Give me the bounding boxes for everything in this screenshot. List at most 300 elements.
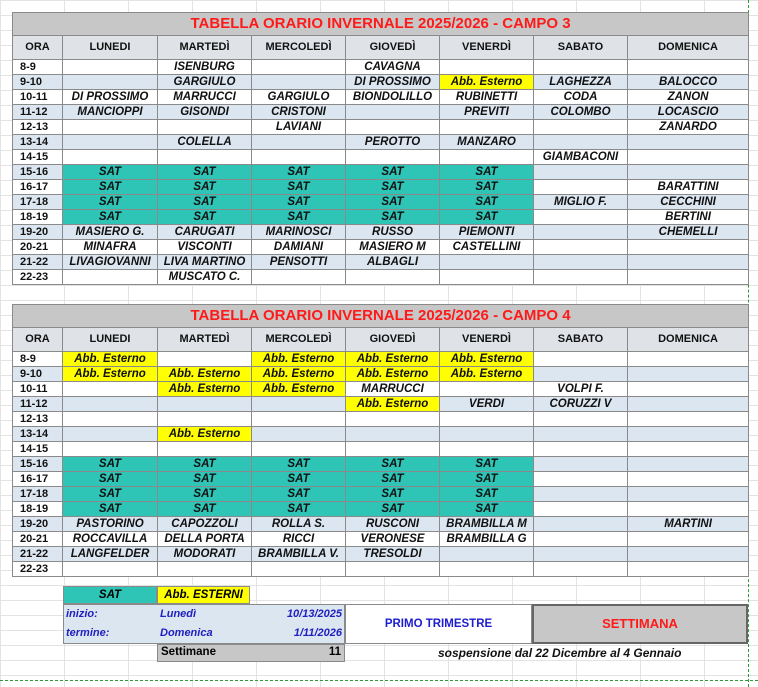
campo3-hour-cell[interactable]: 19-20: [13, 225, 63, 240]
campo4-slot-cell[interactable]: [534, 487, 628, 502]
campo3-hour-cell[interactable]: 15-16: [13, 165, 63, 180]
campo3-slot-cell[interactable]: [346, 120, 440, 135]
campo4-slot-cell[interactable]: SAT: [252, 472, 346, 487]
campo4-slot-cell[interactable]: [63, 427, 158, 442]
campo4-slot-cell[interactable]: PASTORINO: [63, 517, 158, 532]
dates-box: [63, 604, 345, 644]
campo3-slot-cell[interactable]: [63, 150, 158, 165]
campo4-slot-cell[interactable]: [534, 457, 628, 472]
campo4-slot-cell[interactable]: [346, 412, 440, 427]
campo3-slot-cell[interactable]: DAMIANI: [252, 240, 346, 255]
campo4-row: [13, 382, 749, 397]
campo4-slot-cell[interactable]: SAT: [252, 487, 346, 502]
campo3-slot-cell[interactable]: SAT: [252, 165, 346, 180]
settimana-cell[interactable]: SETTIMANA: [532, 604, 748, 644]
campo4-slot-cell[interactable]: [628, 382, 749, 397]
campo3-header-day[interactable]: GIOVEDÌ: [346, 36, 440, 60]
campo4-row: [13, 562, 749, 577]
campo3-slot-cell[interactable]: MASIERO M: [346, 240, 440, 255]
campo4-slot-cell[interactable]: [440, 547, 534, 562]
campo3-header-day[interactable]: LUNEDI: [63, 36, 158, 60]
campo4-slot-cell[interactable]: [628, 562, 749, 577]
campo4-slot-cell[interactable]: [63, 412, 158, 427]
campo4-slot-cell[interactable]: MARRUCCI: [346, 382, 440, 397]
campo3-slot-cell[interactable]: LIVAGIOVANNI: [63, 255, 158, 270]
campo4-slot-cell[interactable]: SAT: [158, 457, 252, 472]
campo3-slot-cell[interactable]: Abb. Esterno: [440, 75, 534, 90]
campo3-slot-cell[interactable]: SAT: [440, 195, 534, 210]
campo4-slot-cell[interactable]: [63, 397, 158, 412]
campo4-slot-cell[interactable]: RICCI: [252, 532, 346, 547]
campo4-slot-cell[interactable]: [534, 472, 628, 487]
campo4-slot-cell[interactable]: [440, 412, 534, 427]
campo3-slot-cell[interactable]: [534, 210, 628, 225]
campo3-slot-cell[interactable]: [534, 60, 628, 75]
campo3-slot-cell[interactable]: ZANARDO: [628, 120, 749, 135]
campo4-slot-cell[interactable]: SAT: [346, 472, 440, 487]
campo3-row: [13, 150, 749, 165]
campo4-slot-cell[interactable]: VOLPI F.: [534, 382, 628, 397]
campo3-slot-cell[interactable]: GISONDI: [158, 105, 252, 120]
campo3-row: [13, 75, 749, 90]
campo4-hour-cell[interactable]: 12-13: [13, 412, 63, 427]
campo4-slot-cell[interactable]: [158, 562, 252, 577]
campo4-hour-cell[interactable]: 17-18: [13, 487, 63, 502]
campo3-slot-cell[interactable]: [440, 60, 534, 75]
campo3-slot-cell[interactable]: [346, 270, 440, 285]
campo4-slot-cell[interactable]: SAT: [63, 457, 158, 472]
campo4-slot-cell[interactable]: BRAMBILLA M: [440, 517, 534, 532]
campo3-slot-cell[interactable]: [63, 135, 158, 150]
campo4-row: [13, 442, 749, 457]
campo4-slot-cell[interactable]: [628, 487, 749, 502]
campo4-hour-cell[interactable]: 14-15: [13, 442, 63, 457]
campo4-slot-cell[interactable]: VERDI: [440, 397, 534, 412]
campo4-hour-cell[interactable]: 22-23: [13, 562, 63, 577]
campo4-row: [13, 472, 749, 487]
campo4-slot-cell[interactable]: Abb. Esterno: [440, 367, 534, 382]
campo4-hour-cell[interactable]: 8-9: [13, 352, 63, 367]
campo4-slot-cell[interactable]: [534, 427, 628, 442]
campo4-slot-cell[interactable]: [628, 472, 749, 487]
campo3-slot-cell[interactable]: [252, 150, 346, 165]
legend-area: [0, 586, 758, 666]
campo3-slot-cell[interactable]: [252, 75, 346, 90]
campo4-slot-cell[interactable]: [534, 352, 628, 367]
campo3-slot-cell[interactable]: LAVIANI: [252, 120, 346, 135]
campo4-slot-cell[interactable]: [63, 442, 158, 457]
campo4-header-day[interactable]: DOMENICA: [628, 328, 749, 352]
campo3-slot-cell[interactable]: CECCHINI: [628, 195, 749, 210]
campo4-slot-cell[interactable]: TRESOLDI: [346, 547, 440, 562]
campo3-slot-cell[interactable]: [346, 150, 440, 165]
campo3-row: [13, 135, 749, 150]
campo3-slot-cell[interactable]: [252, 270, 346, 285]
campo4-row: [13, 487, 749, 502]
campo3-slot-cell[interactable]: [534, 120, 628, 135]
campo3-slot-cell[interactable]: ISENBURG: [158, 60, 252, 75]
campo4-header-day[interactable]: GIOVEDÌ: [346, 328, 440, 352]
campo3-slot-cell[interactable]: GARGIULO: [158, 75, 252, 90]
campo3-slot-cell[interactable]: SAT: [158, 195, 252, 210]
campo3-slot-cell[interactable]: SAT: [63, 180, 158, 195]
page-break-horizontal: [0, 680, 758, 681]
campo3-slot-cell[interactable]: VISCONTI: [158, 240, 252, 255]
campo3-slot-cell[interactable]: SAT: [158, 180, 252, 195]
campo4-slot-cell[interactable]: [440, 427, 534, 442]
campo3-hour-cell[interactable]: 21-22: [13, 255, 63, 270]
campo4-header-day[interactable]: SABATO: [534, 328, 628, 352]
campo3-slot-cell[interactable]: PIEMONTI: [440, 225, 534, 240]
campo3-slot-cell[interactable]: MARRUCCI: [158, 90, 252, 105]
campo3-slot-cell[interactable]: [628, 270, 749, 285]
campo4-slot-cell[interactable]: [63, 382, 158, 397]
campo4-header-day[interactable]: VENERDÌ: [440, 328, 534, 352]
campo4-slot-cell[interactable]: Abb. Esterno: [158, 367, 252, 382]
campo4-header-day[interactable]: MARTEDÌ: [158, 328, 252, 352]
campo4-slot-cell[interactable]: SAT: [440, 487, 534, 502]
campo3-row: [13, 195, 749, 210]
campo4-slot-cell[interactable]: Abb. Esterno: [158, 427, 252, 442]
campo4-slot-cell[interactable]: VERONESE: [346, 532, 440, 547]
campo4-slot-cell[interactable]: LANGFELDER: [63, 547, 158, 562]
campo4-slot-cell[interactable]: [628, 397, 749, 412]
campo4-slot-cell[interactable]: SAT: [252, 502, 346, 517]
campo3-slot-cell[interactable]: SAT: [440, 165, 534, 180]
campo4-slot-cell[interactable]: [158, 397, 252, 412]
campo4-slot-cell[interactable]: SAT: [63, 487, 158, 502]
campo3-slot-cell[interactable]: PEROTTO: [346, 135, 440, 150]
campo3-slot-cell[interactable]: SAT: [440, 180, 534, 195]
campo4-header-row: [13, 328, 749, 352]
termine-date[interactable]: 1/11/2026: [293, 627, 342, 639]
campo3-hour-cell[interactable]: 11-12: [13, 105, 63, 120]
campo4-hour-cell[interactable]: 20-21: [13, 532, 63, 547]
campo3-slot-cell[interactable]: ALBAGLI: [346, 255, 440, 270]
campo3-slot-cell[interactable]: [440, 150, 534, 165]
legend-ext-cell[interactable]: Abb. ESTERNI: [157, 586, 250, 604]
campo4-row: [13, 502, 749, 517]
termine-day[interactable]: Domenica: [160, 627, 213, 639]
campo3-slot-cell[interactable]: PREVITI: [440, 105, 534, 120]
campo3-slot-cell[interactable]: [534, 270, 628, 285]
campo3-title[interactable]: TABELLA ORARIO INVERNALE 2025/2026 - CAMPO 3: [13, 13, 749, 36]
campo4-slot-cell[interactable]: [628, 442, 749, 457]
termine-label[interactable]: termine:: [66, 627, 110, 639]
campo3-hour-cell[interactable]: 16-17: [13, 180, 63, 195]
campo3-hour-cell[interactable]: 12-13: [13, 120, 63, 135]
campo4-slot-cell[interactable]: [440, 562, 534, 577]
campo3-slot-cell[interactable]: MUSCATO C.: [158, 270, 252, 285]
campo4-slot-cell[interactable]: [628, 502, 749, 517]
campo4-slot-cell[interactable]: SAT: [440, 502, 534, 517]
campo3-row: [13, 165, 749, 180]
campo3-slot-cell[interactable]: [252, 135, 346, 150]
campo3-slot-cell[interactable]: SAT: [346, 165, 440, 180]
campo3-slot-cell[interactable]: MIGLIO F.: [534, 195, 628, 210]
campo3-slot-cell[interactable]: SAT: [440, 210, 534, 225]
campo4-slot-cell[interactable]: [158, 442, 252, 457]
campo4-slot-cell[interactable]: [252, 397, 346, 412]
inizio-date[interactable]: 10/13/2025: [286, 608, 342, 620]
campo3-slot-cell[interactable]: SAT: [158, 210, 252, 225]
campo4-row: [13, 412, 749, 427]
campo4-hour-cell[interactable]: 9-10: [13, 367, 63, 382]
campo3-slot-cell[interactable]: LIVA MARTINO: [158, 255, 252, 270]
campo3-row: [13, 240, 749, 255]
campo4-slot-cell[interactable]: Abb. Esterno: [252, 382, 346, 397]
campo4-slot-cell[interactable]: Abb. Esterno: [252, 352, 346, 367]
campo4-slot-cell[interactable]: [252, 562, 346, 577]
campo3-hour-cell[interactable]: 9-10: [13, 75, 63, 90]
campo4-slot-cell[interactable]: RUSCONI: [346, 517, 440, 532]
campo4-slot-cell[interactable]: SAT: [346, 457, 440, 472]
campo3-hour-cell[interactable]: 22-23: [13, 270, 63, 285]
campo3-slot-cell[interactable]: [440, 270, 534, 285]
campo3-slot-cell[interactable]: BARATTINI: [628, 180, 749, 195]
campo3-slot-cell[interactable]: LAGHEZZA: [534, 75, 628, 90]
campo3-slot-cell[interactable]: MANZARO: [440, 135, 534, 150]
campo4-slot-cell[interactable]: [628, 367, 749, 382]
campo4-slot-cell[interactable]: [440, 442, 534, 457]
campo4-slot-cell[interactable]: MARTINI: [628, 517, 749, 532]
campo3-header-day[interactable]: MARTEDÌ: [158, 36, 252, 60]
campo3-slot-cell[interactable]: [628, 60, 749, 75]
campo4-slot-cell[interactable]: SAT: [63, 502, 158, 517]
campo4-slot-cell[interactable]: SAT: [158, 472, 252, 487]
campo3-slot-cell[interactable]: [534, 165, 628, 180]
campo4-header-day[interactable]: MERCOLEDÌ: [252, 328, 346, 352]
campo3-slot-cell[interactable]: [628, 150, 749, 165]
campo4-slot-cell[interactable]: SAT: [346, 487, 440, 502]
campo4-slot-cell[interactable]: SAT: [63, 472, 158, 487]
campo3-slot-cell[interactable]: ZANON: [628, 90, 749, 105]
campo4-hour-cell[interactable]: 16-17: [13, 472, 63, 487]
settimane-value[interactable]: 11: [328, 646, 341, 658]
campo4-slot-cell[interactable]: [628, 412, 749, 427]
campo4-slot-cell[interactable]: [534, 532, 628, 547]
campo3-slot-cell[interactable]: SAT: [252, 180, 346, 195]
campo3-hour-cell[interactable]: 17-18: [13, 195, 63, 210]
campo4-slot-cell[interactable]: BRAMBILLA V.: [252, 547, 346, 562]
campo3-slot-cell[interactable]: SAT: [346, 180, 440, 195]
campo4-slot-cell[interactable]: BRAMBILLA G: [440, 532, 534, 547]
campo4-slot-cell[interactable]: [158, 412, 252, 427]
campo3-slot-cell[interactable]: [628, 240, 749, 255]
campo3-row: [13, 120, 749, 135]
primo-trimestre[interactable]: PRIMO TRIMESTRE: [345, 604, 532, 644]
campo3-slot-cell[interactable]: GIAMBACONI: [534, 150, 628, 165]
campo4-slot-cell[interactable]: ROCCAVILLA: [63, 532, 158, 547]
campo3-slot-cell[interactable]: [63, 120, 158, 135]
campo3-slot-cell[interactable]: SAT: [63, 165, 158, 180]
campo3-hour-cell[interactable]: 14-15: [13, 150, 63, 165]
campo3-hour-cell[interactable]: 18-19: [13, 210, 63, 225]
campo3-slot-cell[interactable]: [158, 120, 252, 135]
campo4-hour-cell[interactable]: 21-22: [13, 547, 63, 562]
campo3-header-ora[interactable]: ORA: [13, 36, 63, 60]
campo4-header-day[interactable]: LUNEDI: [63, 328, 158, 352]
settimane-row: [157, 644, 345, 662]
legend-sat-cell[interactable]: SAT: [63, 586, 157, 604]
settimane-label[interactable]: Settimane: [161, 646, 216, 658]
campo4-slot-cell[interactable]: Abb. Esterno: [346, 397, 440, 412]
campo3-row: [13, 105, 749, 120]
campo4-slot-cell[interactable]: [252, 427, 346, 442]
campo4-slot-cell[interactable]: [628, 457, 749, 472]
campo3-slot-cell[interactable]: COLELLA: [158, 135, 252, 150]
campo3-slot-cell[interactable]: [534, 240, 628, 255]
campo4-hour-cell[interactable]: 13-14: [13, 427, 63, 442]
campo4-row: [13, 532, 749, 547]
campo4-slot-cell[interactable]: [534, 412, 628, 427]
campo3-header-day[interactable]: SABATO: [534, 36, 628, 60]
campo4-row: [13, 517, 749, 532]
campo4-slot-cell[interactable]: Abb. Esterno: [346, 352, 440, 367]
campo3-slot-cell[interactable]: CODA: [534, 90, 628, 105]
campo3-slot-cell[interactable]: BERTINI: [628, 210, 749, 225]
campo4-slot-cell[interactable]: CORUZZI V: [534, 397, 628, 412]
campo3-slot-cell[interactable]: PENSOTTI: [252, 255, 346, 270]
campo4-slot-cell[interactable]: [158, 352, 252, 367]
campo3-slot-cell[interactable]: MANCIOPPI: [63, 105, 158, 120]
campo4-row: [13, 547, 749, 562]
campo4-row: [13, 427, 749, 442]
campo4-slot-cell[interactable]: [63, 562, 158, 577]
campo4-slot-cell[interactable]: SAT: [346, 502, 440, 517]
campo4-slot-cell[interactable]: ROLLA S.: [252, 517, 346, 532]
campo3-slot-cell[interactable]: [346, 105, 440, 120]
campo3-row: [13, 210, 749, 225]
campo4-slot-cell[interactable]: [346, 562, 440, 577]
campo3-slot-cell[interactable]: SAT: [158, 165, 252, 180]
campo4-hour-cell[interactable]: 18-19: [13, 502, 63, 517]
campo3-slot-cell[interactable]: [534, 180, 628, 195]
campo3-table: [12, 12, 749, 285]
campo3-hour-cell[interactable]: 10-11: [13, 90, 63, 105]
campo3-slot-cell[interactable]: [628, 255, 749, 270]
campo4-slot-cell[interactable]: DELLA PORTA: [158, 532, 252, 547]
campo3-slot-cell[interactable]: DI PROSSIMO: [63, 90, 158, 105]
campo4-slot-cell[interactable]: Abb. Esterno: [252, 367, 346, 382]
campo3-slot-cell[interactable]: MASIERO G.: [63, 225, 158, 240]
campo3-slot-cell[interactable]: SAT: [252, 195, 346, 210]
campo3-slot-cell[interactable]: [628, 165, 749, 180]
campo4-slot-cell[interactable]: SAT: [158, 487, 252, 502]
campo4-slot-cell[interactable]: [628, 547, 749, 562]
campo3-slot-cell[interactable]: SAT: [346, 195, 440, 210]
campo4-slot-cell[interactable]: [628, 427, 749, 442]
campo3-slot-cell[interactable]: [440, 120, 534, 135]
campo4-hour-cell[interactable]: 15-16: [13, 457, 63, 472]
campo4-slot-cell[interactable]: MODORATI: [158, 547, 252, 562]
campo4-slot-cell[interactable]: Abb. Esterno: [440, 352, 534, 367]
campo3-slot-cell[interactable]: [628, 135, 749, 150]
campo4-slot-cell[interactable]: Abb. Esterno: [158, 382, 252, 397]
campo3-slot-cell[interactable]: CRISTONI: [252, 105, 346, 120]
campo3-slot-cell[interactable]: SAT: [252, 210, 346, 225]
campo4-slot-cell[interactable]: SAT: [158, 502, 252, 517]
campo3-slot-cell[interactable]: RUBINETTI: [440, 90, 534, 105]
campo3-header-day[interactable]: VENERDÌ: [440, 36, 534, 60]
campo3-slot-cell[interactable]: [440, 255, 534, 270]
inizio-day[interactable]: Lunedì: [160, 608, 197, 620]
campo3-slot-cell[interactable]: GARGIULO: [252, 90, 346, 105]
campo3-slot-cell[interactable]: CHEMELLI: [628, 225, 749, 240]
campo3-slot-cell[interactable]: DI PROSSIMO: [346, 75, 440, 90]
campo4-slot-cell[interactable]: [628, 532, 749, 547]
campo4-slot-cell[interactable]: [440, 382, 534, 397]
campo3-slot-cell[interactable]: RUSSO: [346, 225, 440, 240]
campo3-slot-cell[interactable]: [534, 225, 628, 240]
campo3-slot-cell[interactable]: SAT: [63, 195, 158, 210]
campo3-slot-cell[interactable]: BIONDOLILLO: [346, 90, 440, 105]
campo4-slot-cell[interactable]: Abb. Esterno: [63, 352, 158, 367]
campo4-slot-cell[interactable]: [252, 412, 346, 427]
campo3-header-day[interactable]: DOMENICA: [628, 36, 749, 60]
campo4-slot-cell[interactable]: CAPOZZOLI: [158, 517, 252, 532]
campo4-title[interactable]: TABELLA ORARIO INVERNALE 2025/2026 - CAMPO 4: [13, 305, 749, 328]
campo4-hour-cell[interactable]: 11-12: [13, 397, 63, 412]
campo4-slot-cell[interactable]: [534, 547, 628, 562]
campo4-slot-cell[interactable]: SAT: [440, 457, 534, 472]
campo3-slot-cell[interactable]: BALOCCO: [628, 75, 749, 90]
campo3-slot-cell[interactable]: [63, 75, 158, 90]
campo3-slot-cell[interactable]: SAT: [63, 210, 158, 225]
campo4-slot-cell[interactable]: [534, 367, 628, 382]
campo4-hour-cell[interactable]: 10-11: [13, 382, 63, 397]
campo3-slot-cell[interactable]: [63, 60, 158, 75]
campo3-slot-cell[interactable]: [252, 60, 346, 75]
campo4-slot-cell[interactable]: [252, 442, 346, 457]
campo4-slot-cell[interactable]: SAT: [440, 472, 534, 487]
campo3-hour-cell[interactable]: 8-9: [13, 60, 63, 75]
campo4-slot-cell[interactable]: [346, 427, 440, 442]
campo4-slot-cell[interactable]: [534, 442, 628, 457]
campo4-table: [12, 304, 749, 577]
sospensione-note[interactable]: sospensione dal 22 Dicembre al 4 Gennaio: [438, 646, 682, 660]
campo4-slot-cell[interactable]: [534, 562, 628, 577]
campo3-slot-cell[interactable]: COLOMBO: [534, 105, 628, 120]
campo3-header-day[interactable]: MERCOLEDÌ: [252, 36, 346, 60]
campo4-slot-cell[interactable]: [628, 352, 749, 367]
inizio-label[interactable]: inizio:: [66, 608, 98, 620]
campo4-header-ora[interactable]: ORA: [13, 328, 63, 352]
campo3-slot-cell[interactable]: [534, 135, 628, 150]
campo3-slot-cell[interactable]: MINAFRA: [63, 240, 158, 255]
campo3-slot-cell[interactable]: LOCASCIO: [628, 105, 749, 120]
campo4-hour-cell[interactable]: 19-20: [13, 517, 63, 532]
campo4-row: [13, 397, 749, 412]
campo4-slot-cell[interactable]: [534, 502, 628, 517]
campo3-slot-cell[interactable]: MARINOSCI: [252, 225, 346, 240]
campo4-slot-cell[interactable]: [534, 517, 628, 532]
campo3-slot-cell[interactable]: CARUGATI: [158, 225, 252, 240]
campo3-hour-cell[interactable]: 20-21: [13, 240, 63, 255]
campo3-slot-cell[interactable]: [158, 150, 252, 165]
campo3-hour-cell[interactable]: 13-14: [13, 135, 63, 150]
campo3-slot-cell[interactable]: SAT: [346, 210, 440, 225]
campo3-slot-cell[interactable]: [534, 255, 628, 270]
campo4-slot-cell[interactable]: SAT: [252, 457, 346, 472]
campo3-slot-cell[interactable]: CAVAGNA: [346, 60, 440, 75]
campo3-slot-cell[interactable]: CASTELLINI: [440, 240, 534, 255]
campo4-slot-cell[interactable]: [346, 442, 440, 457]
campo3-slot-cell[interactable]: [63, 270, 158, 285]
campo3-row: [13, 60, 749, 75]
campo4-slot-cell[interactable]: Abb. Esterno: [63, 367, 158, 382]
campo4-slot-cell[interactable]: Abb. Esterno: [346, 367, 440, 382]
